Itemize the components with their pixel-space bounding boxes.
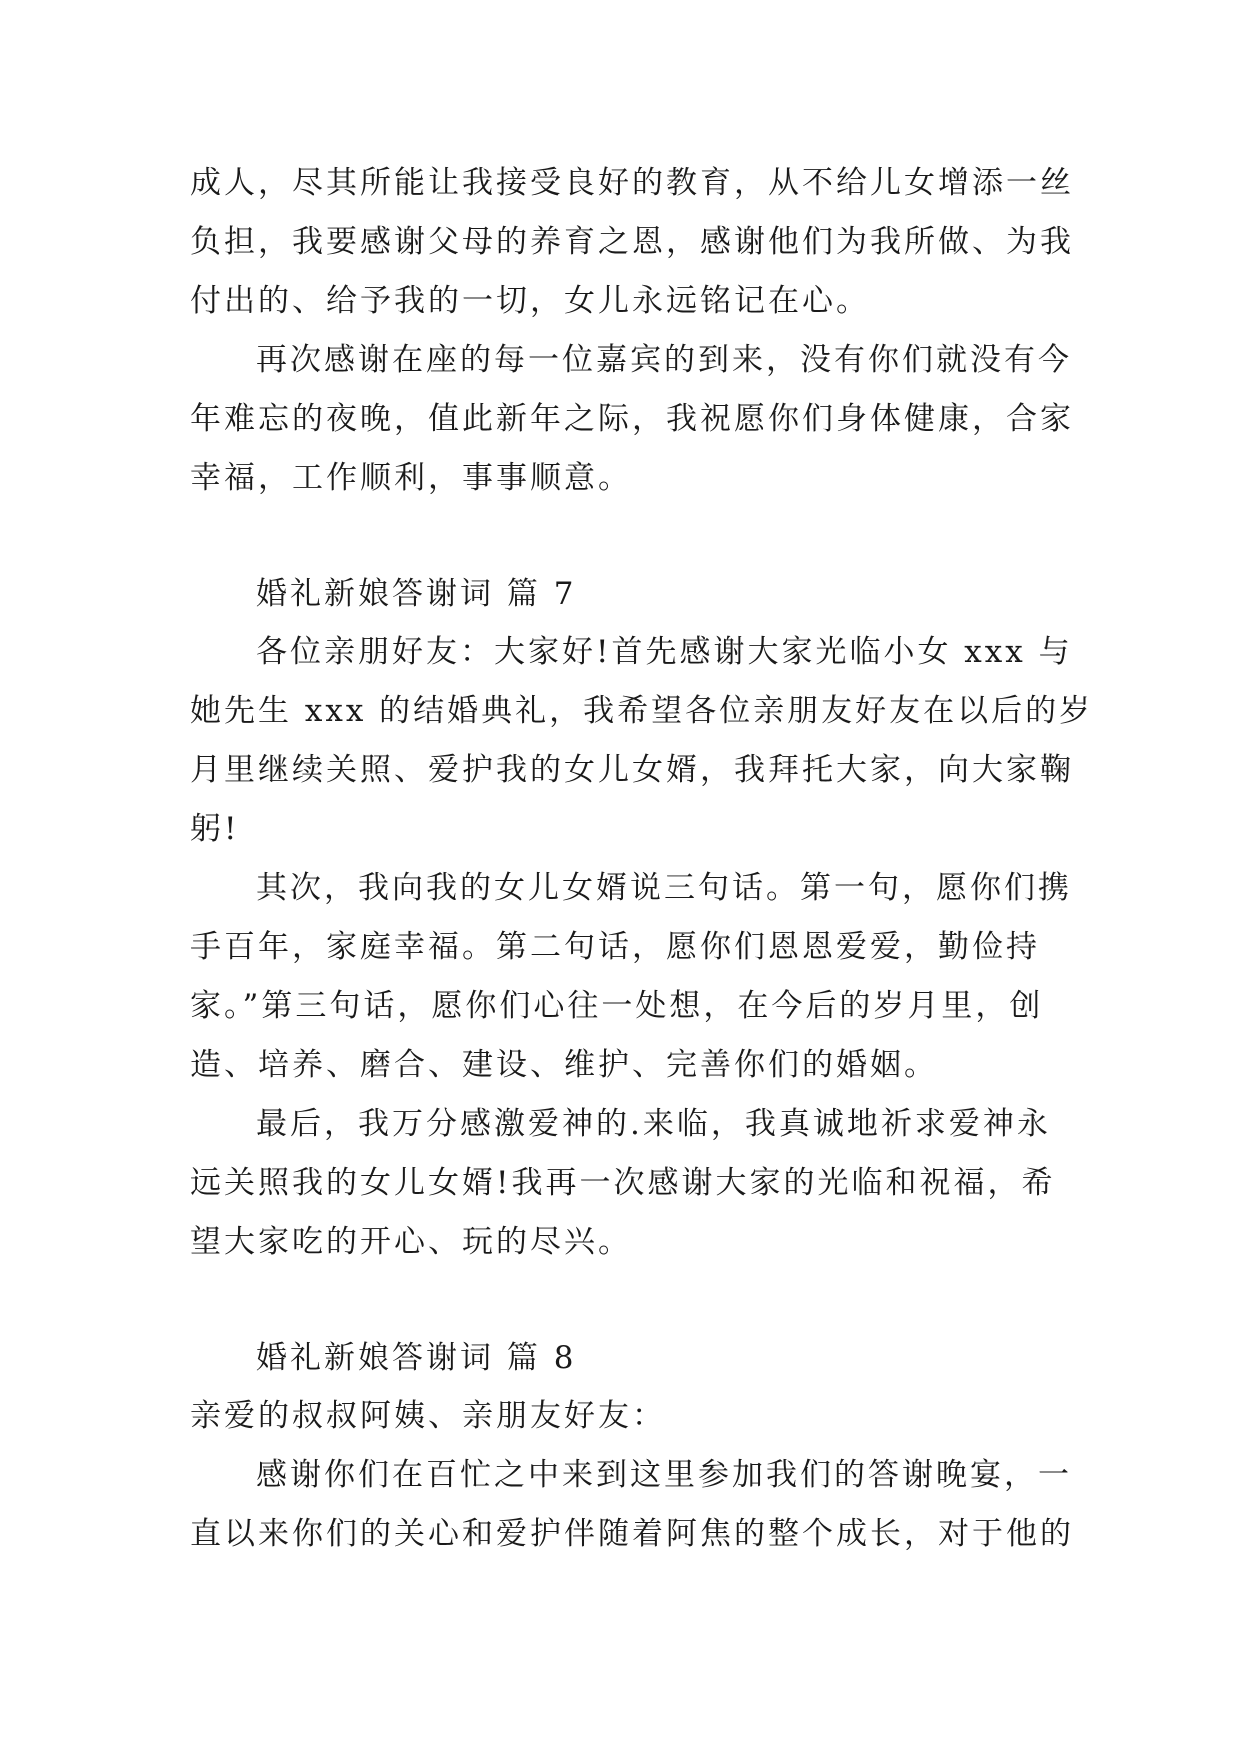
paragraph-line: 其次，我向我的女儿女婿说三句话。第一句，愿你们携 (256, 870, 1072, 906)
paragraph-line: 感谢你们在百忙之中来到这里参加我们的答谢晚宴，一 (256, 1457, 1072, 1493)
salutation-line: 亲爱的叔叔阿姨、亲朋友好友： (190, 1398, 666, 1434)
paragraph-line: 手百年，家庭幸福。第二句话，愿你们恩恩爱爱，勤俭持 (190, 929, 1040, 965)
paragraph-line: 成人，尽其所能让我接受良好的教育，从不给儿女增添一丝 (190, 165, 1074, 201)
paragraph-line: 幸福，工作顺利，事事顺意。 (190, 460, 632, 496)
paragraph-line: 负担，我要感谢父母的养育之恩，感谢他们为我所做、为我 (190, 224, 1074, 260)
paragraph-line: 再次感谢在座的每一位嘉宾的到来，没有你们就没有今 (256, 342, 1072, 378)
section-heading: 婚礼新娘答谢词 篇 8 (256, 1340, 577, 1376)
paragraph-line: 家。”第三句话，愿你们心往一处想，在今后的岁月里，创 (190, 988, 1044, 1024)
paragraph-line: 各位亲朋好友：大家好!首先感谢大家光临小女 xxx 与 (256, 634, 1073, 670)
paragraph-line: 造、培养、磨合、建设、维护、完善你们的婚姻。 (190, 1047, 938, 1083)
paragraph-line: 月里继续关照、爱护我的女儿女婿，我拜托大家，向大家鞠 (190, 752, 1074, 788)
paragraph-line: 望大家吃的开心、玩的尽兴。 (190, 1224, 632, 1260)
section-heading: 婚礼新娘答谢词 篇 7 (256, 576, 577, 612)
paragraph-line: 最后，我万分感激爱神的.来临，我真诚地祈求爱神永 (256, 1106, 1051, 1142)
paragraph-line: 躬! (190, 811, 240, 847)
paragraph-line: 付出的、给予我的一切，女儿永远铭记在心。 (190, 283, 870, 319)
paragraph-line: 年难忘的夜晚，值此新年之际，我祝愿你们身体健康，合家 (190, 401, 1074, 437)
paragraph-line: 直以来你们的关心和爱护伴随着阿焦的整个成长，对于他的 (190, 1516, 1074, 1552)
paragraph-line: 她先生 xxx 的结婚典礼，我希望各位亲朋友好友在以后的岁 (190, 693, 1094, 729)
paragraph-line: 远关照我的女儿女婿!我再一次感谢大家的光临和祝福，希 (190, 1165, 1056, 1201)
